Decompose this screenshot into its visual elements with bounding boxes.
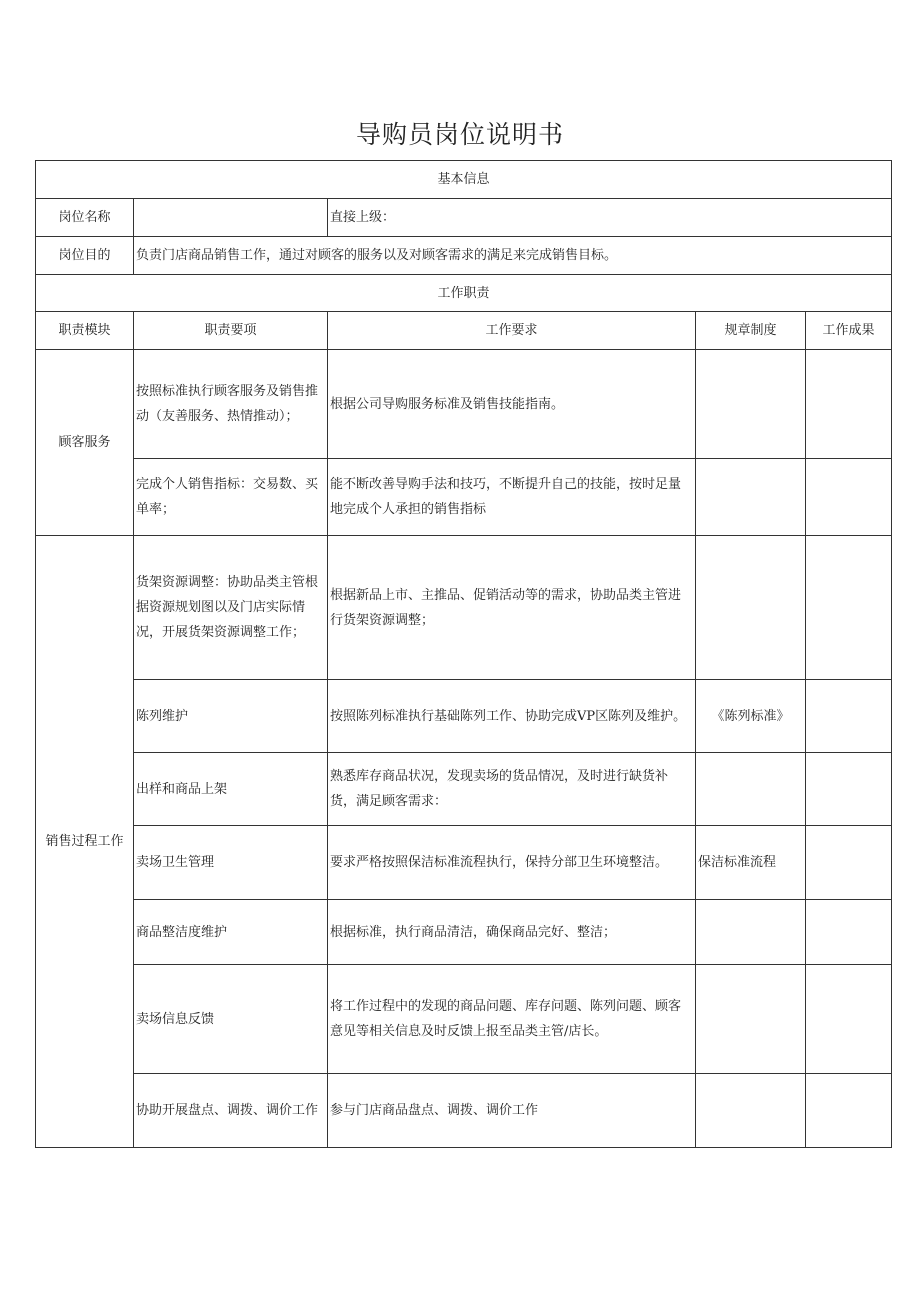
table-row [36, 536, 892, 680]
document-title: 导购员岗位说明书 [355, 120, 564, 149]
duty-requirement: 按照陈列标准执行基础陈列工作、协助完成VP区陈列及维护。 [328, 680, 696, 753]
module-name: 顾客服务 [36, 350, 134, 536]
duties-section-title: 工作职责 [36, 275, 892, 312]
table-row [36, 459, 892, 536]
duty-item: 按照标准执行顾客服务及销售推动（友善服务、热情推动）； [134, 350, 328, 459]
duty-result [806, 536, 892, 680]
duty-result [806, 459, 892, 536]
duty-rule [696, 900, 806, 965]
purpose-label: 岗位目的 [36, 237, 134, 275]
duty-result [806, 680, 892, 753]
duty-item: 商品整洁度维护 [134, 900, 328, 965]
module-name: 销售过程工作 [36, 536, 134, 1148]
table-row [36, 965, 892, 1074]
table-row [36, 753, 892, 826]
table-row [36, 680, 892, 753]
duty-rule: 保洁标准流程 [696, 826, 806, 900]
duty-requirement: 参与门店商品盘点、调拨、调价工作 [328, 1074, 696, 1148]
position-name-label: 岗位名称 [36, 199, 134, 237]
basic-info-section-row [36, 161, 892, 199]
duties-header-row [36, 312, 892, 350]
duty-item: 协助开展盘点、调拨、调价工作 [134, 1074, 328, 1148]
header-result: 工作成果 [806, 312, 892, 350]
duty-rule [696, 965, 806, 1074]
purpose-row [36, 237, 892, 275]
duties-section-row [36, 275, 892, 312]
basic-info-section-title: 基本信息 [36, 161, 892, 199]
purpose-value: 负责门店商品销售工作，通过对顾客的服务以及对顾客需求的满足来完成销售目标。 [134, 237, 892, 275]
duty-requirement: 根据标准，执行商品清洁，确保商品完好、整洁； [328, 900, 696, 965]
duty-requirement: 要求严格按照保洁标准流程执行，保持分部卫生环境整洁。 [328, 826, 696, 900]
duty-item: 陈列维护 [134, 680, 328, 753]
duty-requirement: 将工作过程中的发现的商品问题、库存问题、陈列问题、顾客意见等相关信息及时反馈上报至品类主管/店长。 [328, 965, 696, 1074]
duty-rule: 《陈列标准》 [696, 680, 806, 753]
duty-item: 完成个人销售指标：交易数、买单率； [134, 459, 328, 536]
duty-result [806, 826, 892, 900]
table-row [36, 350, 892, 459]
duty-result [806, 1074, 892, 1148]
duty-requirement: 根据公司导购服务标准及销售技能指南。 [328, 350, 696, 459]
supervisor-label: 直接上级： [328, 199, 892, 237]
duty-rule [696, 350, 806, 459]
table-row [36, 900, 892, 965]
header-module: 职责模块 [36, 312, 134, 350]
header-rule: 规章制度 [696, 312, 806, 350]
duty-result [806, 753, 892, 826]
duty-item: 出样和商品上架 [134, 753, 328, 826]
duty-result [806, 350, 892, 459]
duty-rule [696, 459, 806, 536]
position-name-row [36, 199, 892, 237]
duty-requirement: 根据新品上市、主推品、促销活动等的需求，协助品类主管进行货架资源调整； [328, 536, 696, 680]
duty-item: 货架资源调整：协助品类主管根据资源规划图以及门店实际情况，开展货架资源调整工作； [134, 536, 328, 680]
duty-rule [696, 753, 806, 826]
position-name-value [134, 199, 328, 237]
table-row [36, 1074, 892, 1148]
duty-item: 卖场信息反馈 [134, 965, 328, 1074]
header-requirement: 工作要求 [328, 312, 696, 350]
header-item: 职责要项 [134, 312, 328, 350]
duty-requirement: 熟悉库存商品状况，发现卖场的货品情况，及时进行缺货补货，满足顾客需求： [328, 753, 696, 826]
table-row [36, 826, 892, 900]
duty-item: 卖场卫生管理 [134, 826, 328, 900]
duty-requirement: 能不断改善导购手法和技巧，不断提升自己的技能，按时足量地完成个人承担的销售指标 [328, 459, 696, 536]
duty-rule [696, 1074, 806, 1148]
duty-result [806, 965, 892, 1074]
job-description-table [35, 160, 892, 1148]
duty-result [806, 900, 892, 965]
duty-rule [696, 536, 806, 680]
